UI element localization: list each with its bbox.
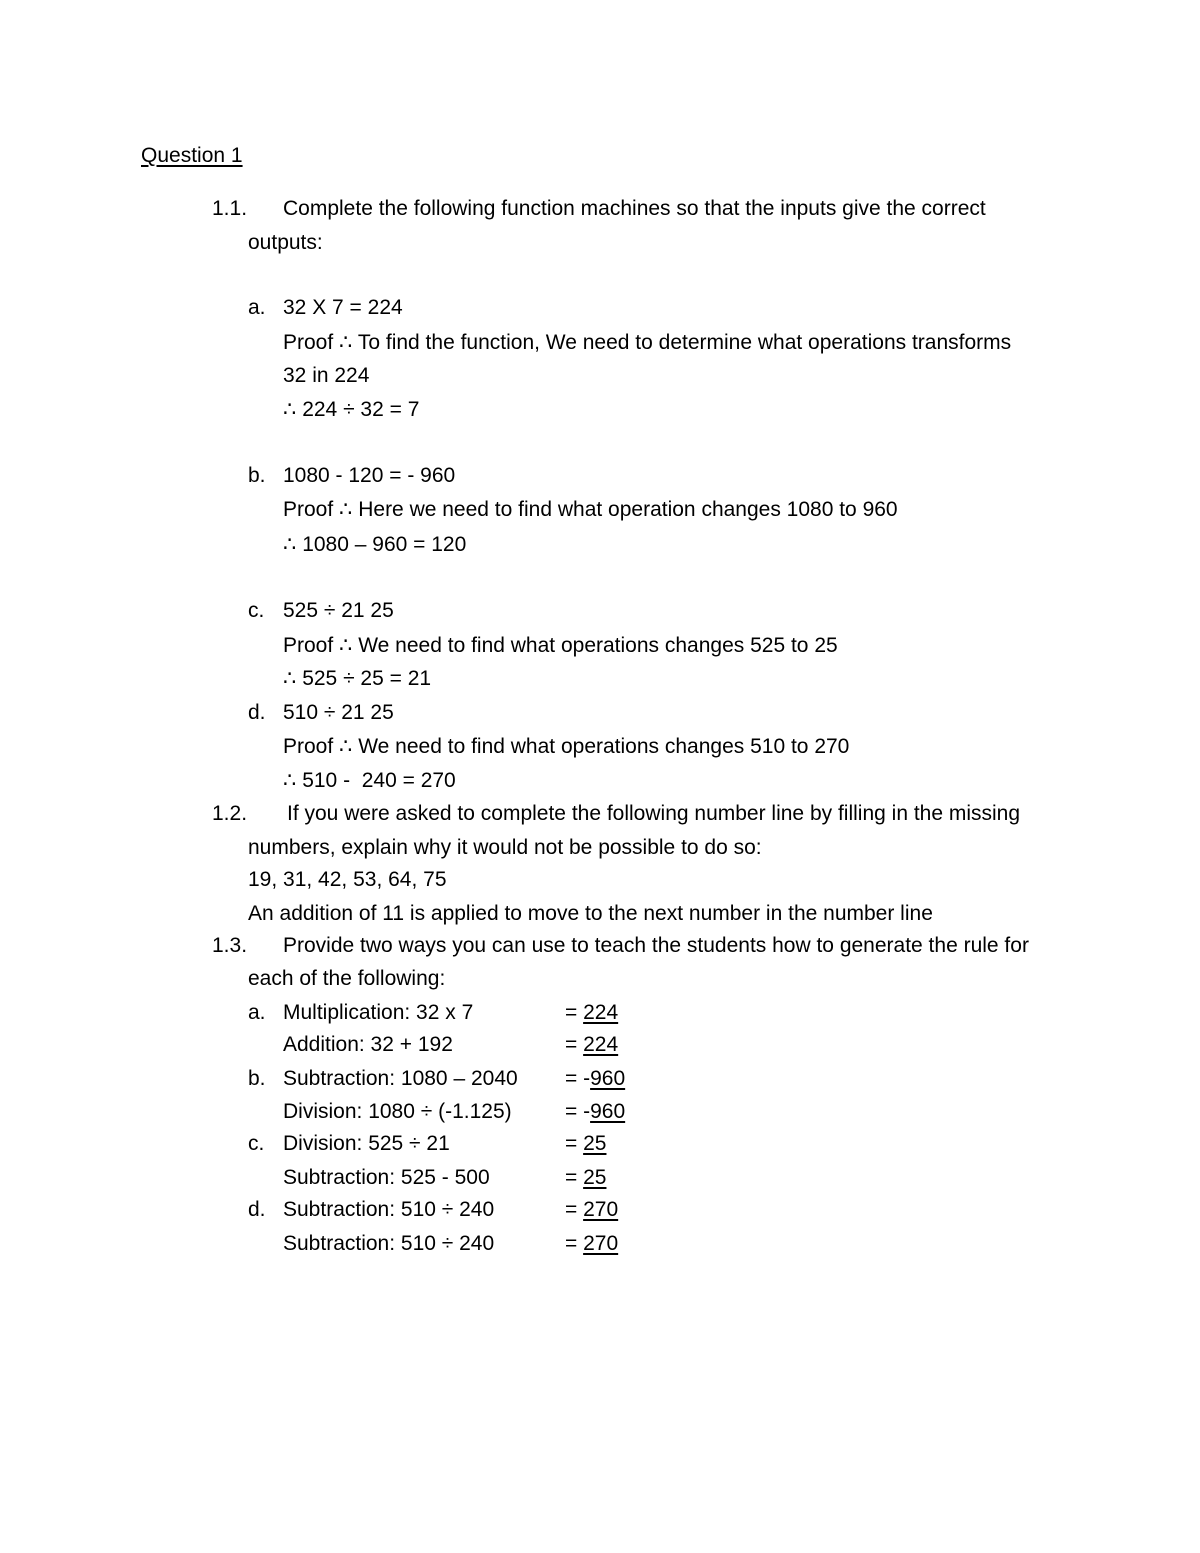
q1-3-row-answer: 25 [583,1166,607,1189]
q1-2-sequence: 19, 31, 42, 53, 64, 75 [248,868,447,891]
q1-1-number: 1.1. [212,197,248,220]
q1-2-answer: An addition of 11 is applied to move to the next number in the number line [248,902,933,925]
q1-3-number: 1.3. [212,934,248,957]
q1-1-b-result: ∴ 1080 – 960 = 120 [283,533,467,556]
q1-3-row-result [565,1231,618,1257]
q1-1-text-line1: Complete the following function machines so that the inputs give the correct [283,197,986,220]
q1-3-row-label: Subtraction: 510 ÷ 240 [283,1232,495,1255]
q1-2-text-line1: If you were asked to complete the following number line by filling in the missing [287,802,1021,825]
q1-3-row-answer: 224 [583,1033,619,1056]
q1-1-a-result: ∴ 224 ÷ 32 = 7 [283,398,420,421]
q1-3-row-answer: 25 [583,1132,607,1155]
q1-3-row-equals: = - [565,1100,591,1123]
q1-3-row-label: Subtraction: 510 ÷ 240 [283,1198,495,1221]
q1-3-row-label: Addition: 32 + 192 [283,1033,453,1056]
q1-1-b-proof-line1: Proof ∴ Here we need to find what operation changes 1080 to 960 [283,498,898,521]
q1-1-a-proof-line1: Proof ∴ To find the function, We need to determine what operations transforms [283,331,1012,354]
q1-1-d-result: ∴ 510 - 240 = 270 [283,769,456,792]
q1-1-c-proof-line1: Proof ∴ We need to find what operations changes 525 to 25 [283,634,838,657]
q1-3-row-result [565,1066,625,1092]
q1-3-row-result [565,1197,618,1223]
q1-3-row-label: Multiplication: 32 x 7 [283,1001,474,1024]
q1-3-row-letter: d. [248,1198,266,1221]
q1-3-row-result [565,1131,606,1157]
q1-3-text-line1: Provide two ways you can use to teach the students how to generate the rule for [283,934,1029,957]
q1-3-row-answer: 224 [583,1001,619,1024]
q1-3-row-label: Division: 1080 ÷ (-1.125) [283,1100,512,1123]
q1-1-d-proof-line1: Proof ∴ We need to find what operations changes 510 to 270 [283,735,850,758]
q1-3-row-result [565,1165,606,1191]
q1-1-b-letter: b. [248,464,266,487]
q1-3-row-answer: 960 [590,1100,626,1123]
question-title: Question 1 [141,144,243,167]
q1-1-c-letter: c. [248,599,265,622]
q1-3-row-label: Subtraction: 1080 – 2040 [283,1067,518,1090]
q1-3-row-label: Division: 525 ÷ 21 [283,1132,450,1155]
q1-1-d-equation: 510 ÷ 21 25 [283,701,394,724]
q1-2-text-line2: numbers, explain why it would not be possible to do so: [248,836,762,859]
q1-3-row-result [565,1099,625,1125]
q1-3-row-equals: = - [565,1067,591,1090]
q1-1-c-result: ∴ 525 ÷ 25 = 21 [283,667,432,690]
q1-3-row-result [565,1000,618,1026]
q1-3-row-equals: = [565,1132,584,1155]
q1-2-number: 1.2. [212,802,248,825]
q1-3-row-equals: = [565,1166,584,1189]
q1-3-row-letter: b. [248,1067,266,1090]
q1-1-b-equation: 1080 - 120 = - 960 [283,464,456,487]
q1-1-c-equation: 525 ÷ 21 25 [283,599,394,622]
q1-1-d-letter: d. [248,701,266,724]
q1-3-row-answer: 270 [583,1232,619,1255]
q1-3-row-result [565,1032,618,1058]
q1-3-row-answer: 270 [583,1198,619,1221]
q1-1-text-line2: outputs: [248,231,323,254]
q1-3-row-answer: 960 [590,1067,626,1090]
q1-1-a-equation: 32 X 7 = 224 [283,296,403,319]
q1-1-a-letter: a. [248,296,266,319]
q1-3-row-equals: = [565,1198,584,1221]
q1-3-row-label: Subtraction: 525 - 500 [283,1166,490,1189]
q1-3-row-equals: = [565,1033,584,1056]
q1-3-row-letter: a. [248,1001,266,1024]
q1-3-row-equals: = [565,1232,584,1255]
q1-3-row-equals: = [565,1001,584,1024]
q1-3-text-line2: each of the following: [248,967,446,990]
q1-3-row-letter: c. [248,1132,265,1155]
q1-1-a-proof-line2: 32 in 224 [283,364,370,387]
